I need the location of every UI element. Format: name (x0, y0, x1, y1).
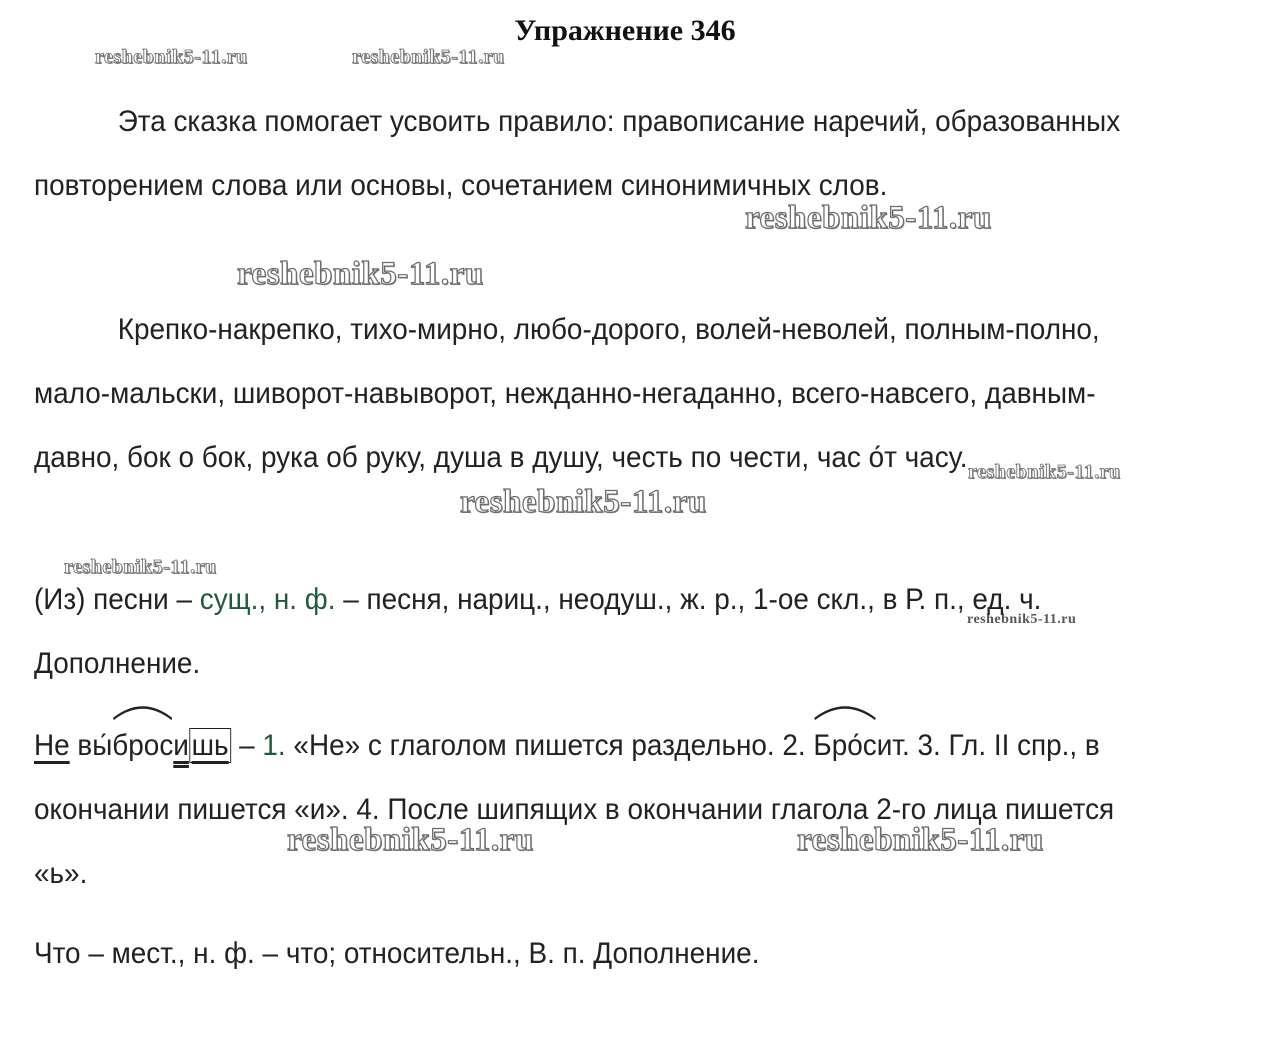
paragraph-rule: Эта сказка помогает усвоить правило: правописание наречий, образованных повторением слова или основы, сочетанием синонимичных слов. (34, 105, 1121, 202)
verb-dash: – (231, 729, 263, 762)
watermark: reshebnik5-11.ru (287, 822, 534, 858)
watermark: reshebnik5-11.ru (745, 200, 992, 236)
verb-suffix: и (173, 729, 189, 762)
watermark: reshebnik5-11.ru (968, 461, 1121, 483)
analysis-verb (34, 714, 1141, 906)
verb-rest-a: «Не» с глаголом пишется раздельно. 2. (285, 729, 814, 762)
root-arc (112, 704, 173, 720)
verb-ending: шь (189, 728, 232, 763)
check-root-wrap (813, 714, 876, 778)
watermark: reshebnik5-11.ru (64, 556, 217, 578)
verb-root: брос (112, 729, 174, 762)
watermark: reshebnik5-11.ru (460, 484, 707, 520)
watermark: reshebnik5-11.ru (237, 256, 484, 292)
verb-root-wrap (112, 714, 173, 778)
analysis-noun-pos: сущ., н. ф. (199, 583, 336, 616)
analysis-noun-start: (Из) песни – (34, 583, 200, 616)
verb-ne: Не (34, 729, 70, 762)
verb-prefix: вы́ (77, 729, 113, 762)
verb-rest-b: ит. 3. Гл. II спр., в окончании пишется «и». 4. После шипящих в окончании глагола 2-го лица пишется «ь». (34, 729, 1115, 890)
check-root-end: с (862, 729, 877, 762)
analysis-noun (34, 568, 1141, 696)
watermark: reshebnik5-11.ru (967, 612, 1077, 627)
paragraph-adverbs: Крепко-накрепко, тихо-мирно, любо-дорого, волей-неволей, полным-полно, мало-мальски, шиворот-навыворот, нежданно-негаданно, всего-навсего, давным-давно, бок о бок, рука об руку, душа в душу, честь по чести, час о́т часу. (34, 313, 1100, 474)
check-root: Бро́ (813, 729, 863, 762)
watermark: reshebnik5-11.ru (95, 46, 248, 68)
analysis-pronoun: Что – мест., н. ф. – что; относительн., В. п. Дополнение. (34, 937, 760, 970)
verb-num1: 1. (262, 729, 286, 762)
exercise-title: Упражнение 346 (514, 14, 736, 47)
watermark: reshebnik5-11.ru (352, 46, 505, 68)
analysis-noun-rest: – песня, нариц., неодуш., ж. р., 1-ое скл., в Р. п., ед. ч. Дополнение. (34, 583, 1042, 680)
verb-word (77, 714, 231, 778)
watermark: reshebnik5-11.ru (797, 822, 1044, 858)
check-root-arc (813, 704, 876, 720)
